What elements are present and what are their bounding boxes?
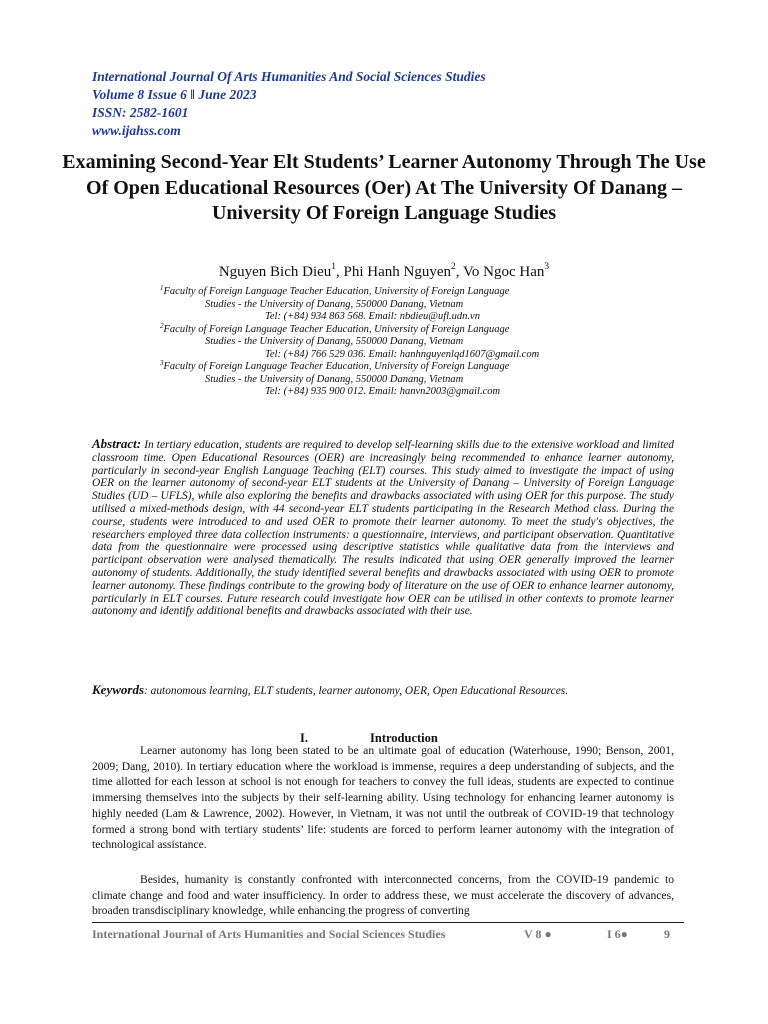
abstract-label: Abstract:	[92, 436, 142, 451]
affiliation-institution: Faculty of Foreign Language Teacher Education, University of Foreign Language	[163, 361, 510, 372]
keywords	[92, 683, 682, 698]
affiliation-address: Studies - the University of Danang, 550000 Danang, Vietnam	[205, 298, 464, 310]
footer-rule	[92, 922, 684, 923]
affiliation-mark: 2	[160, 321, 164, 330]
affiliation-institution: Faculty of Foreign Language Teacher Education, University of Foreign Language	[163, 286, 510, 297]
affiliation	[120, 321, 650, 362]
affiliation	[120, 286, 650, 324]
body-text	[92, 872, 674, 919]
author-mark: 3	[544, 262, 550, 272]
affiliation-list	[120, 286, 650, 399]
affiliation-contact: Tel: (+84) 766 529 036. Email: hanhnguyenlqd1607@gmail.com	[265, 348, 540, 360]
journal-website[interactable]: www.ijahss.com	[92, 123, 181, 138]
affiliation-contact: Tel: (+84) 935 900 012. Email: hanvn2003@gmail.com	[265, 386, 501, 397]
abstract-text: In tertiary education, students are required to develop self-learning skills due to the extensive workload and limited classroom time. Open Educational Resources (OER) are increasingly being recommended to enhance learner autonomy, particularly in second-year English Language Teaching (ELT) courses. This study aimed to investigate the impact of using OER on the learner autonomy of second-year ELT students at the University of Danang – University of Foreign Language Studies (UD – UFLS), while also exploring the benefits and drawbacks associated with using OER for this purpose. The study utilised a mixed-methods design, with 44 second-year ELT students participating in the Research Method class. During the course, students were introduced to and used OER to promote their learner autonomy. To meet the study's objectives, the researchers employed three data collection instruments: a questionnaire, interviews, and participant observation. Quantitative data from the questionnaire were processed using descriptive statistics while qualitative data from the interviews and participant observation were analysed thematically. The results indicated that using OER generally improved the learner autonomy of students. Additionally, the study identified several benefits and drawbacks associated with using OER to promote learner autonomy. These findings contribute to the growing body of literature on the use of OER to enhance learner autonomy, particularly in ELT courses. Future research could investigate how OER can be utilised in other contexts to promote learner autonomy and identify additional benefits and drawbacks associated with their use.	[92, 439, 675, 618]
affiliation	[120, 361, 650, 399]
abstract	[92, 438, 674, 618]
keywords-label: Keywords	[92, 682, 144, 697]
footer-journal: International Journal of Arts Humanities and Social Sciences Studies	[92, 927, 446, 941]
affiliation-mark: 3	[160, 359, 164, 367]
section-title: Introduction	[370, 731, 438, 745]
affiliation-contact: Tel: (+84) 934 863 568. Email: nbdieu@ufl.udn.vn	[265, 311, 480, 322]
keywords-text: : autonomous learning, ELT students, learner autonomy, OER, Open Educational Resources.	[144, 685, 569, 697]
section-number: I.	[300, 731, 308, 745]
journal-name: International Journal Of Arts Humanities And Social Sciences Studies	[92, 69, 486, 84]
author-list	[0, 262, 768, 282]
footer-volume: V 8 ●	[524, 927, 552, 941]
author-name: Phi Hanh Nguyen	[343, 264, 452, 280]
affiliation-mark: 1	[160, 284, 164, 292]
paper-title: Examining Second-Year Elt Students’ Learner Autonomy Through The Use Of Open Educational Resources (Oer) At The University Of Danang – University Of Foreign Language Studies	[62, 151, 706, 224]
footer-issue: I 6●	[607, 927, 628, 941]
body-text	[92, 743, 674, 853]
author-separator: ,	[336, 264, 344, 280]
affiliation-institution: Faculty of Foreign Language Teacher Education, University of Foreign Language	[163, 323, 510, 335]
author-name: Nguyen Bich Dieu	[218, 264, 332, 280]
journal-header	[92, 68, 486, 140]
affiliation-address: Studies - the University of Danang, 550000 Danang, Vietnam	[205, 336, 464, 347]
journal-volume-issue: Volume 8 Issue 6 ‖ June 2023	[92, 87, 257, 102]
author-separator: ,	[455, 264, 464, 280]
author-mark: 1	[331, 262, 337, 272]
journal-issn: ISSN: 2582-1601	[92, 105, 189, 120]
author-mark: 2	[451, 262, 456, 272]
page-number: 9	[664, 927, 670, 941]
affiliation-address: Studies - the University of Danang, 550000 Danang, Vietnam	[205, 373, 464, 385]
paragraph: Learner autonomy has long been stated to be an ultimate goal of education (Waterhouse, 1990; Benson, 2001, 2009; Dang, 2010). In tertiary education where the workload is immense, requires a deep understanding of subjects, and the time allotted for each lesson at school is not enough for teachers to convey the full ideas, students are expected to continue immersing themselves into the subjects by their self-learning ability. Using technology for enhancing learner autonomy is highly needed (Lam & Lawrence, 2002). However, in Vietnam, it was not until the outbreak of COVID-19 that technology formed a strong bond with tertiary students’ life: students are forced to perform learner autonomy with the integration of technological assistance.	[92, 744, 674, 852]
author-name: Vo Ngoc Han	[463, 264, 545, 280]
paragraph: Besides, humanity is constantly confronted with interconnected concerns, from the COVID-19 pandemic to climate change and food and water insufficiency. In order to address these, we must accelerate the discovery of advances, broaden transdisciplinary knowledge, while enhancing the progress of converting	[92, 873, 674, 918]
